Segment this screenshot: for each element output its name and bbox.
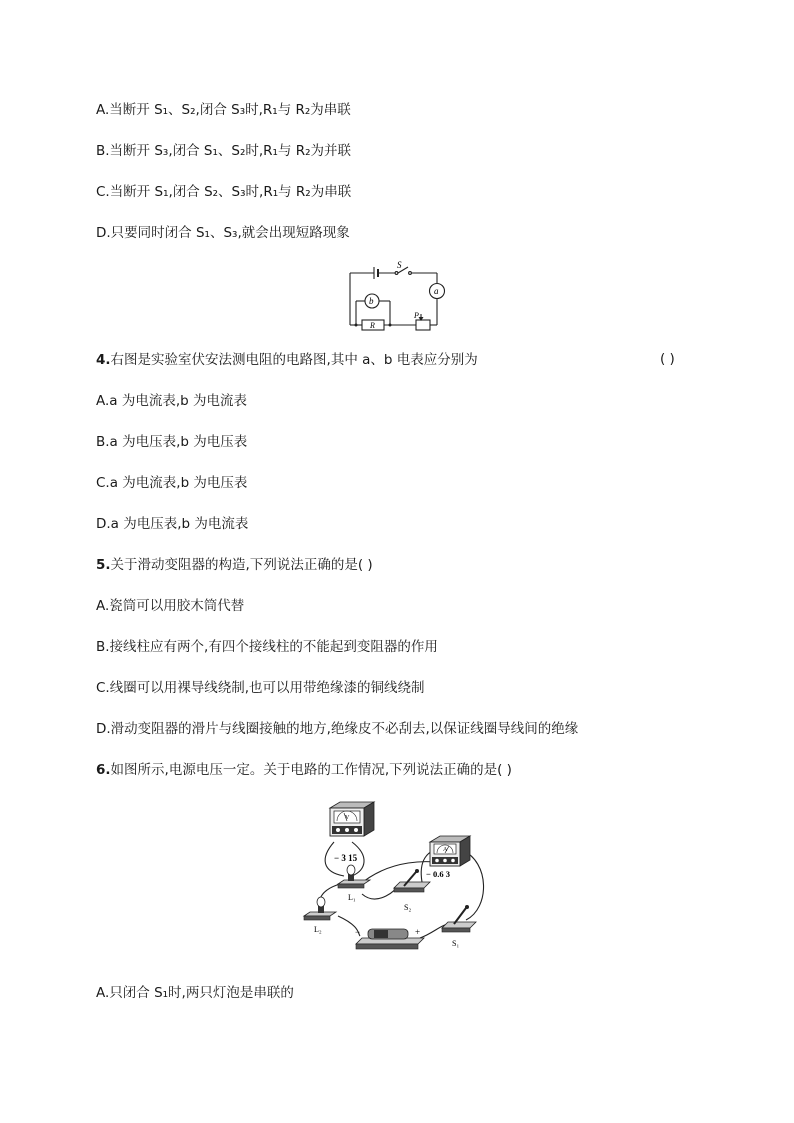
lamp-l2-label: L₂ xyxy=(314,925,322,934)
q5-option-d: D.滑动变阻器的滑片与线圈接触的地方,绝缘皮不必刮去,以保证线圈导线间的绝缘 xyxy=(96,721,579,737)
voltammetry-circuit-diagram xyxy=(340,258,450,334)
q3-option-a: A.当断开 S₁、S₂,闭合 S₃时,R₁与 R₂为串联 xyxy=(96,102,351,118)
q5-option-a: A.瓷筒可以用胶木筒代替 xyxy=(96,598,245,614)
q6-stem-line xyxy=(96,761,512,779)
battery-negative-label: − xyxy=(355,927,361,937)
q3-option-c: C.当断开 S₁,闭合 S₂、S₃时,R₁与 R₂为串联 xyxy=(96,184,352,200)
question-number: 6. xyxy=(96,762,111,778)
voltmeter-icon xyxy=(330,802,374,836)
voltmeter-dial-label: V xyxy=(345,815,350,821)
q5-stem-line xyxy=(96,556,373,574)
q6-stem: 如图所示,电源电压一定。关于电路的工作情况,下列说法正确的是( ) xyxy=(110,762,512,778)
meter-a-label: a xyxy=(434,286,439,296)
ammeter-icon xyxy=(430,836,470,866)
q4-option-a: A.a 为电流表,b 为电流表 xyxy=(96,393,248,409)
resistor-label: R xyxy=(370,321,375,330)
question-number: 4. xyxy=(96,352,111,368)
switch-s2-icon xyxy=(394,869,430,892)
q4-stem-line xyxy=(96,351,478,369)
q3-option-b: B.当断开 S₃,闭合 S₁、S₂时,R₁与 R₂为并联 xyxy=(96,143,352,159)
ammeter-terminal-labels: − 0.6 3 xyxy=(426,869,450,879)
q4-option-d: D.a 为电压表,b 为电流表 xyxy=(96,516,249,532)
lamp-l2-icon xyxy=(304,897,336,920)
slider-label: P xyxy=(414,311,419,320)
lamp-l1-label: L₁ xyxy=(348,893,356,902)
q3-option-d: D.只要同时闭合 S₁、S₃,就会出现短路现象 xyxy=(96,225,350,241)
battery-icon xyxy=(356,929,424,949)
switch-s1-icon xyxy=(442,905,476,932)
physical-circuit-illustration xyxy=(300,798,500,958)
switch-s2-label: S₂ xyxy=(404,903,412,912)
meter-b-label: b xyxy=(369,296,374,306)
battery-positive-label: + xyxy=(415,927,421,937)
lamp-l1-icon xyxy=(338,865,370,888)
switch-s1-label: S₁ xyxy=(452,939,460,948)
answer-paren: ( ) xyxy=(660,351,675,367)
ammeter-dial-label: A xyxy=(443,847,448,853)
q5-option-c: C.线圈可以用裸导线绕制,也可以用带绝缘漆的铜线绕制 xyxy=(96,680,425,696)
q4-option-b: B.a 为电压表,b 为电压表 xyxy=(96,434,248,450)
question-number: 5. xyxy=(96,557,111,573)
switch-label: S xyxy=(397,260,402,270)
q6-option-a: A.只闭合 S₁时,两只灯泡是串联的 xyxy=(96,985,294,1001)
q4-stem: 右图是实验室伏安法测电阻的电路图,其中 a、b 电表应分别为 xyxy=(110,352,478,368)
q5-stem: 关于滑动变阻器的构造,下列说法正确的是( ) xyxy=(110,557,373,573)
voltmeter-terminal-labels: − 3 15 xyxy=(334,853,358,863)
q5-option-b: B.接线柱应有两个,有四个接线柱的不能起到变阻器的作用 xyxy=(96,639,438,655)
q4-option-c: C.a 为电流表,b 为电压表 xyxy=(96,475,248,491)
